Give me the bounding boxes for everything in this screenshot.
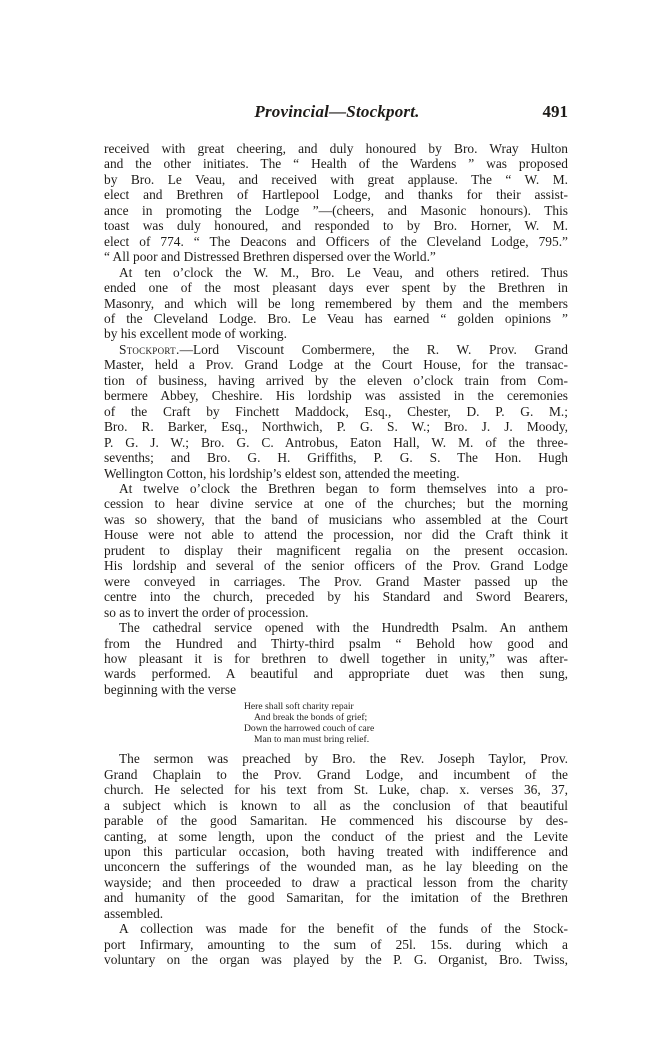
text-line: port Infirmary, amounting to the sum of 25l. 15s. during which a [104, 936, 568, 952]
text-line: so as to invert the order of procession. [104, 604, 309, 620]
paragraph-cathedral-service [104, 620, 568, 697]
text-line: from the Hundred and Thirty-third psalm “ Behold how good and [104, 635, 568, 651]
verse-line: Down the harrowed couch of care [244, 723, 375, 735]
paragraph-procession [104, 481, 568, 620]
text-line: by Bro. Le Veau, and received with great applause. The “ W. M. [104, 171, 568, 187]
text-line: voluntary on the organ was played by the P. G. Organist, Bro. Twiss, [104, 952, 568, 968]
text-fragment: —Lord Viscount Combermere, the R. W. Prov. Grand [179, 341, 568, 357]
text-line: assembled. [104, 905, 164, 921]
text-line: church. He selected for his text from St. Luke, chap. x. verses 36, 37, [104, 782, 568, 798]
text-line: elect of 774. “ The Deacons and Officers of the Cleveland Lodge, 795.” [104, 233, 568, 249]
paragraph-stockport [104, 342, 568, 481]
paragraph-collection [104, 921, 568, 967]
page-header [106, 98, 568, 126]
paragraph-retired [104, 265, 568, 342]
text-line: Grand Chaplain to the Prov. Grand Lodge, and incumbent of the [104, 766, 568, 782]
text-line: and humanity of the good Samaritan, for the imitation of the Brethren [104, 890, 568, 906]
text-line: and the other initiates. The “ Health of the Wardens ” was proposed [104, 156, 568, 172]
paragraph-toast-continued [104, 141, 568, 265]
text-line: by his excellent mode of working. [104, 326, 287, 342]
text-line: was so showery, that the band of musicians who assembled at the Court [104, 511, 568, 527]
text-line: were conveyed in carriages. The Prov. Grand Master passed up the [104, 573, 568, 589]
text-line: centre into the church, preceded by his Standard and Sword Bearers, [104, 589, 568, 605]
text-line: toast was duly honoured, and responded to by Bro. Horner, W. M. [104, 218, 568, 234]
text-line: how pleasant it is for brethren to dwell together in unity,” was after- [104, 650, 568, 666]
text-line: unconcern the sufferings of the wounded man, as he lay bleeding on the [104, 859, 568, 875]
text-line: a subject which is known to all as the conclusion of that beautiful [104, 797, 568, 813]
text-line: At ten o’clock the W. M., Bro. Le Veau, and others retired. Thus [119, 264, 568, 280]
verse-line: Here shall soft charity repair [244, 701, 354, 713]
text-line: tion of business, having arrived by the eleven o’clock train from Com- [104, 372, 568, 388]
text-line: A collection was made for the benefit of the funds of the Stock- [119, 921, 568, 937]
text-line: upon this particular occasion, both having treated with indifference and [104, 844, 568, 860]
text-line: The sermon was preached by Bro. the Rev. Joseph Taylor, Prov. [119, 751, 568, 767]
text-line: sevenths; and Bro. G. H. Griffiths, P. G. S. The Hon. Hugh [104, 450, 568, 466]
text-line: His lordship and several of the senior officers of the Prov. Grand Lodge [104, 558, 568, 574]
text-line: ended one of the most pleasant days ever spent by the Brethren in [104, 280, 568, 296]
text-line: bermere Abbey, Cheshire. His lordship was assisted in the ceremonies [104, 388, 568, 404]
text-line: At twelve o’clock the Brethren began to form themselves into a pro- [119, 480, 568, 496]
text-line: ance in promoting the Lodge ”—(cheers, and Masonic honours). This [104, 202, 568, 218]
text-line: Master, held a Prov. Grand Lodge at the Court House, for the transac- [104, 357, 568, 373]
page-number: 491 [542, 102, 568, 121]
text-line: P. G. J. W.; Bro. G. C. Antrobus, Eaton Hall, W. M. of the three- [104, 434, 568, 450]
text-line: canting, at some length, upon the conduct of the priest and the Levite [104, 828, 568, 844]
text-line: “ All poor and Distressed Brethren dispersed over the World.” [104, 249, 436, 265]
text-line: cession to hear divine service at one of the churches; but the morning [104, 496, 568, 512]
verse-line: And break the bonds of grief; [254, 712, 368, 724]
text-line: Wellington Cotton, his lordship’s eldest son, attended the meeting. [104, 465, 460, 481]
section-heading-stockport: Stockport. [119, 341, 180, 357]
text-line: wards performed. A beautiful and appropriate duet was then sung, [104, 666, 568, 682]
text-line: wayside; and then proceeded to draw a practical lesson from the charity [104, 874, 568, 890]
text-line: parable of the good Samaritan. He commenced his discourse by des- [104, 813, 568, 829]
paragraph-sermon [104, 751, 568, 921]
text-line: received with great cheering, and duly honoured by Bro. Wray Hulton [104, 141, 568, 156]
text-line: of the Craft by Finchett Maddock, Esq., Chester, D. P. G. M.; [104, 403, 568, 419]
running-title: Provincial—Stockport. [254, 102, 420, 121]
text-line: House were not able to attend the procession, nor did the Craft think it [104, 527, 568, 543]
text-line: elect and Brethren of Hartlepool Lodge, and thanks for their assist- [104, 187, 568, 203]
body-text [104, 141, 568, 968]
text-line: prudent to display their magnificent regalia on the present occasion. [104, 542, 568, 558]
text-line [104, 342, 568, 357]
text-line: beginning with the verse [104, 681, 237, 697]
text-line: of the Cleveland Lodge. Bro. Le Veau has earned “ golden opinions ” [104, 310, 568, 326]
text-line: Bro. R. Barker, Esq., Northwich, P. G. S. W.; Bro. J. J. Moody, [104, 419, 568, 435]
text-line: The cathedral service opened with the Hundredth Psalm. An anthem [119, 620, 568, 636]
verse-quotation [244, 701, 568, 745]
verse-line: Man to man must bring relief. [254, 734, 370, 746]
text-line: Masonry, and which will be long remembered by them and the members [104, 295, 568, 311]
